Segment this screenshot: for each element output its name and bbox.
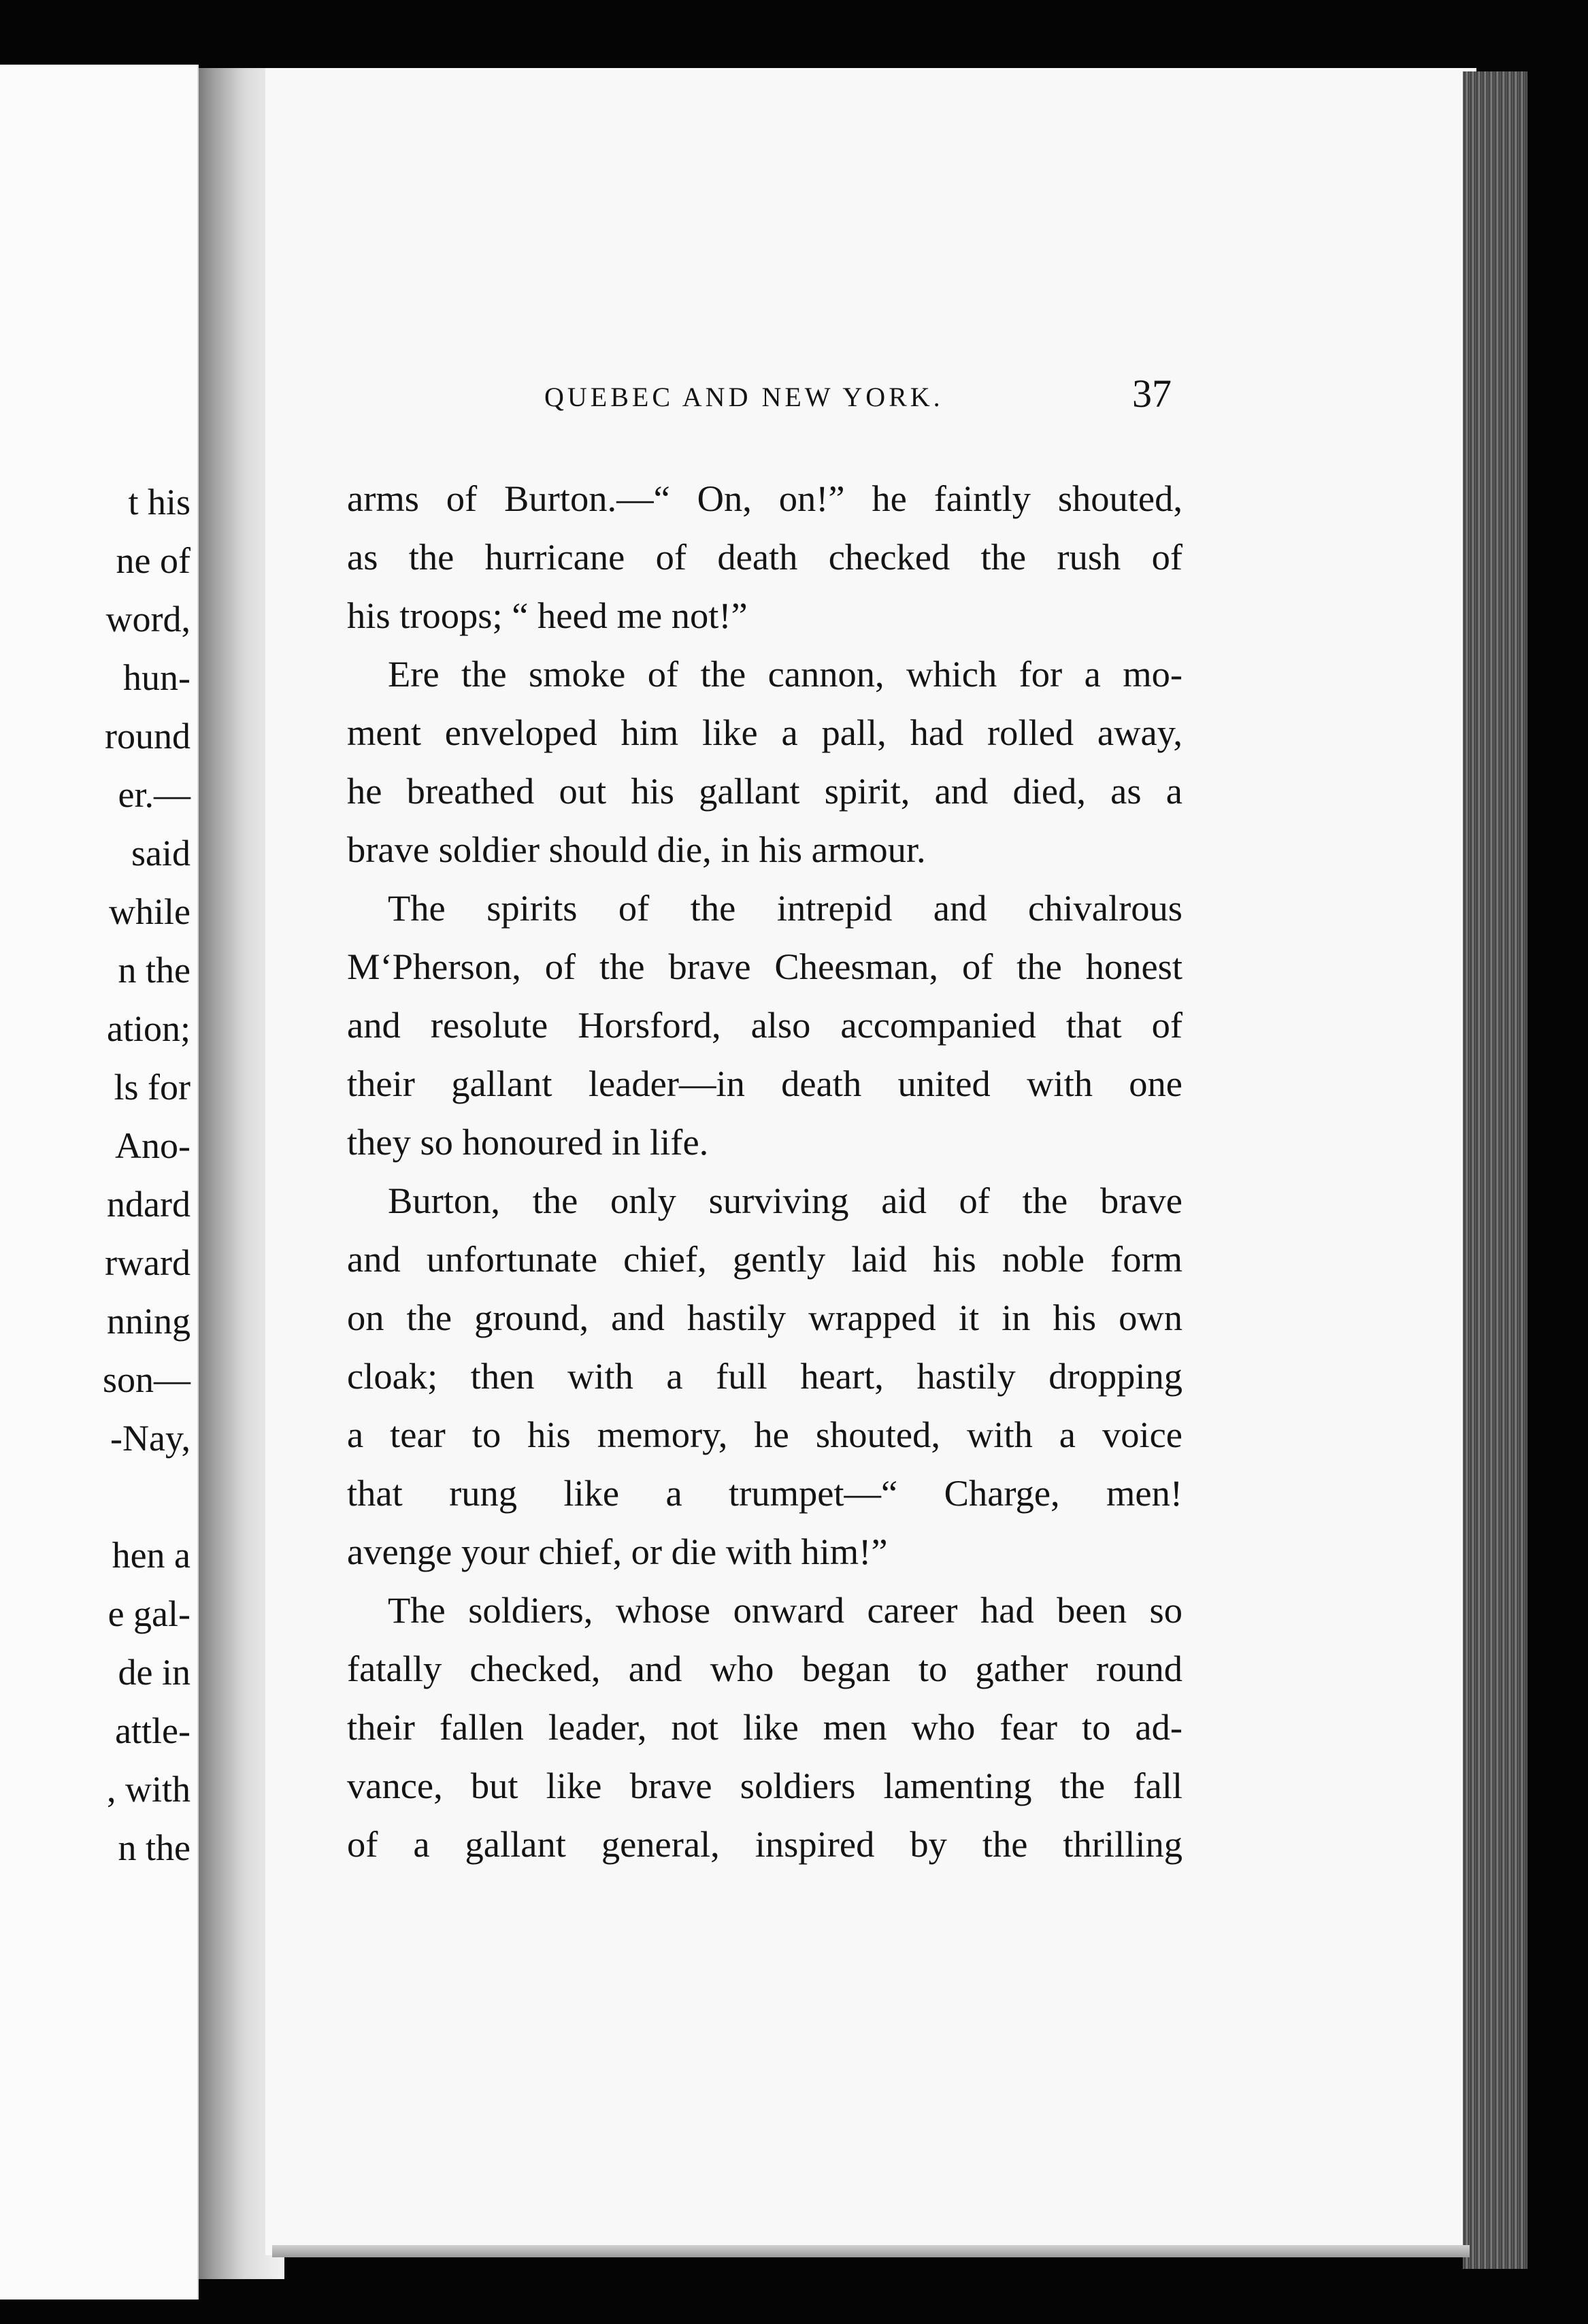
left-page-line: hun- [123, 657, 191, 698]
text-line: he breathed out his gallant spirit, and died, as a [347, 770, 1182, 812]
text-line: as the hurricane of death checked the rush of [347, 536, 1182, 578]
left-page-line: n the [118, 1827, 191, 1868]
left-page-line: rward [105, 1242, 191, 1283]
text-line: Ere the smoke of the cannon, which for a mo- [388, 653, 1182, 695]
text-line: they so honoured in life. [347, 1121, 709, 1163]
text-line: of a gallant general, inspired by the thrilling [347, 1823, 1182, 1865]
left-page-line: hen a [112, 1535, 191, 1576]
left-page-line: t his [128, 482, 191, 522]
left-page-line: nning [106, 1301, 191, 1342]
text-line: M‘Pherson, of the brave Cheesman, of the honest [347, 946, 1182, 987]
text-line: cloak; then with a full heart, hastily dropping [347, 1355, 1182, 1397]
text-line: arms of Burton.—“ On, on!” he faintly shouted, [347, 478, 1182, 519]
left-page-line: word, [105, 599, 191, 640]
left-page-line: e gal- [107, 1593, 191, 1634]
left-page-line: ndard [107, 1184, 191, 1225]
left-page-line: ation; [107, 1008, 191, 1049]
text-line: The soldiers, whose onward career had been so [388, 1589, 1182, 1631]
left-page-line: ls for [114, 1067, 191, 1108]
left-page-line: de in [118, 1652, 191, 1693]
text-line: on the ground, and hastily wrapped it in his own [347, 1297, 1182, 1338]
text-line: and unfortunate chief, gently laid his noble form [347, 1238, 1182, 1280]
left-page-line: , with [106, 1769, 191, 1810]
left-page-line: er.— [118, 774, 191, 815]
page-bottom-edge [272, 2245, 1470, 2257]
left-page-line: son— [102, 1359, 191, 1400]
page-edge [1463, 71, 1527, 2269]
text-line: their fallen leader, not like men who fear to ad- [347, 1706, 1182, 1748]
left-page-line: attle- [115, 1710, 191, 1751]
left-page-line: round [105, 716, 191, 757]
text-line: The spirits of the intrepid and chivalrous [388, 887, 1182, 929]
left-page-line: while [109, 891, 191, 932]
text-line: ment enveloped him like a pall, had rolled away, [347, 712, 1182, 753]
left-page-line: ne of [116, 540, 191, 581]
text-line: avenge your chief, or die with him!” [347, 1531, 888, 1572]
text-line: their gallant leader—in death united with one [347, 1063, 1182, 1104]
text-line: vance, but like brave soldiers lamenting the fall [347, 1765, 1182, 1806]
left-page-line: -Nay, [110, 1418, 191, 1459]
left-page-fragment [0, 65, 199, 2300]
page-number: 37 [1132, 371, 1172, 416]
body-text [347, 469, 1182, 1874]
text-line: Burton, the only surviving aid of the brave [388, 1180, 1182, 1221]
text-line: and resolute Horsford, also accompanied that of [347, 1004, 1182, 1046]
left-page-line: said [131, 833, 191, 874]
text-line: his troops; “ heed me not!” [347, 595, 748, 636]
text-line: that rung like a trumpet—“ Charge, men! [347, 1472, 1182, 1514]
text-line: a tear to his memory, he shouted, with a voice [347, 1414, 1182, 1455]
running-head: QUEBEC AND NEW YORK. [544, 382, 944, 412]
text-line: brave soldier should die, in his armour. [347, 829, 926, 870]
text-line: fatally checked, and who began to gather round [347, 1648, 1182, 1689]
left-page-line: Ano- [115, 1125, 191, 1166]
left-page-line: n the [118, 950, 191, 991]
